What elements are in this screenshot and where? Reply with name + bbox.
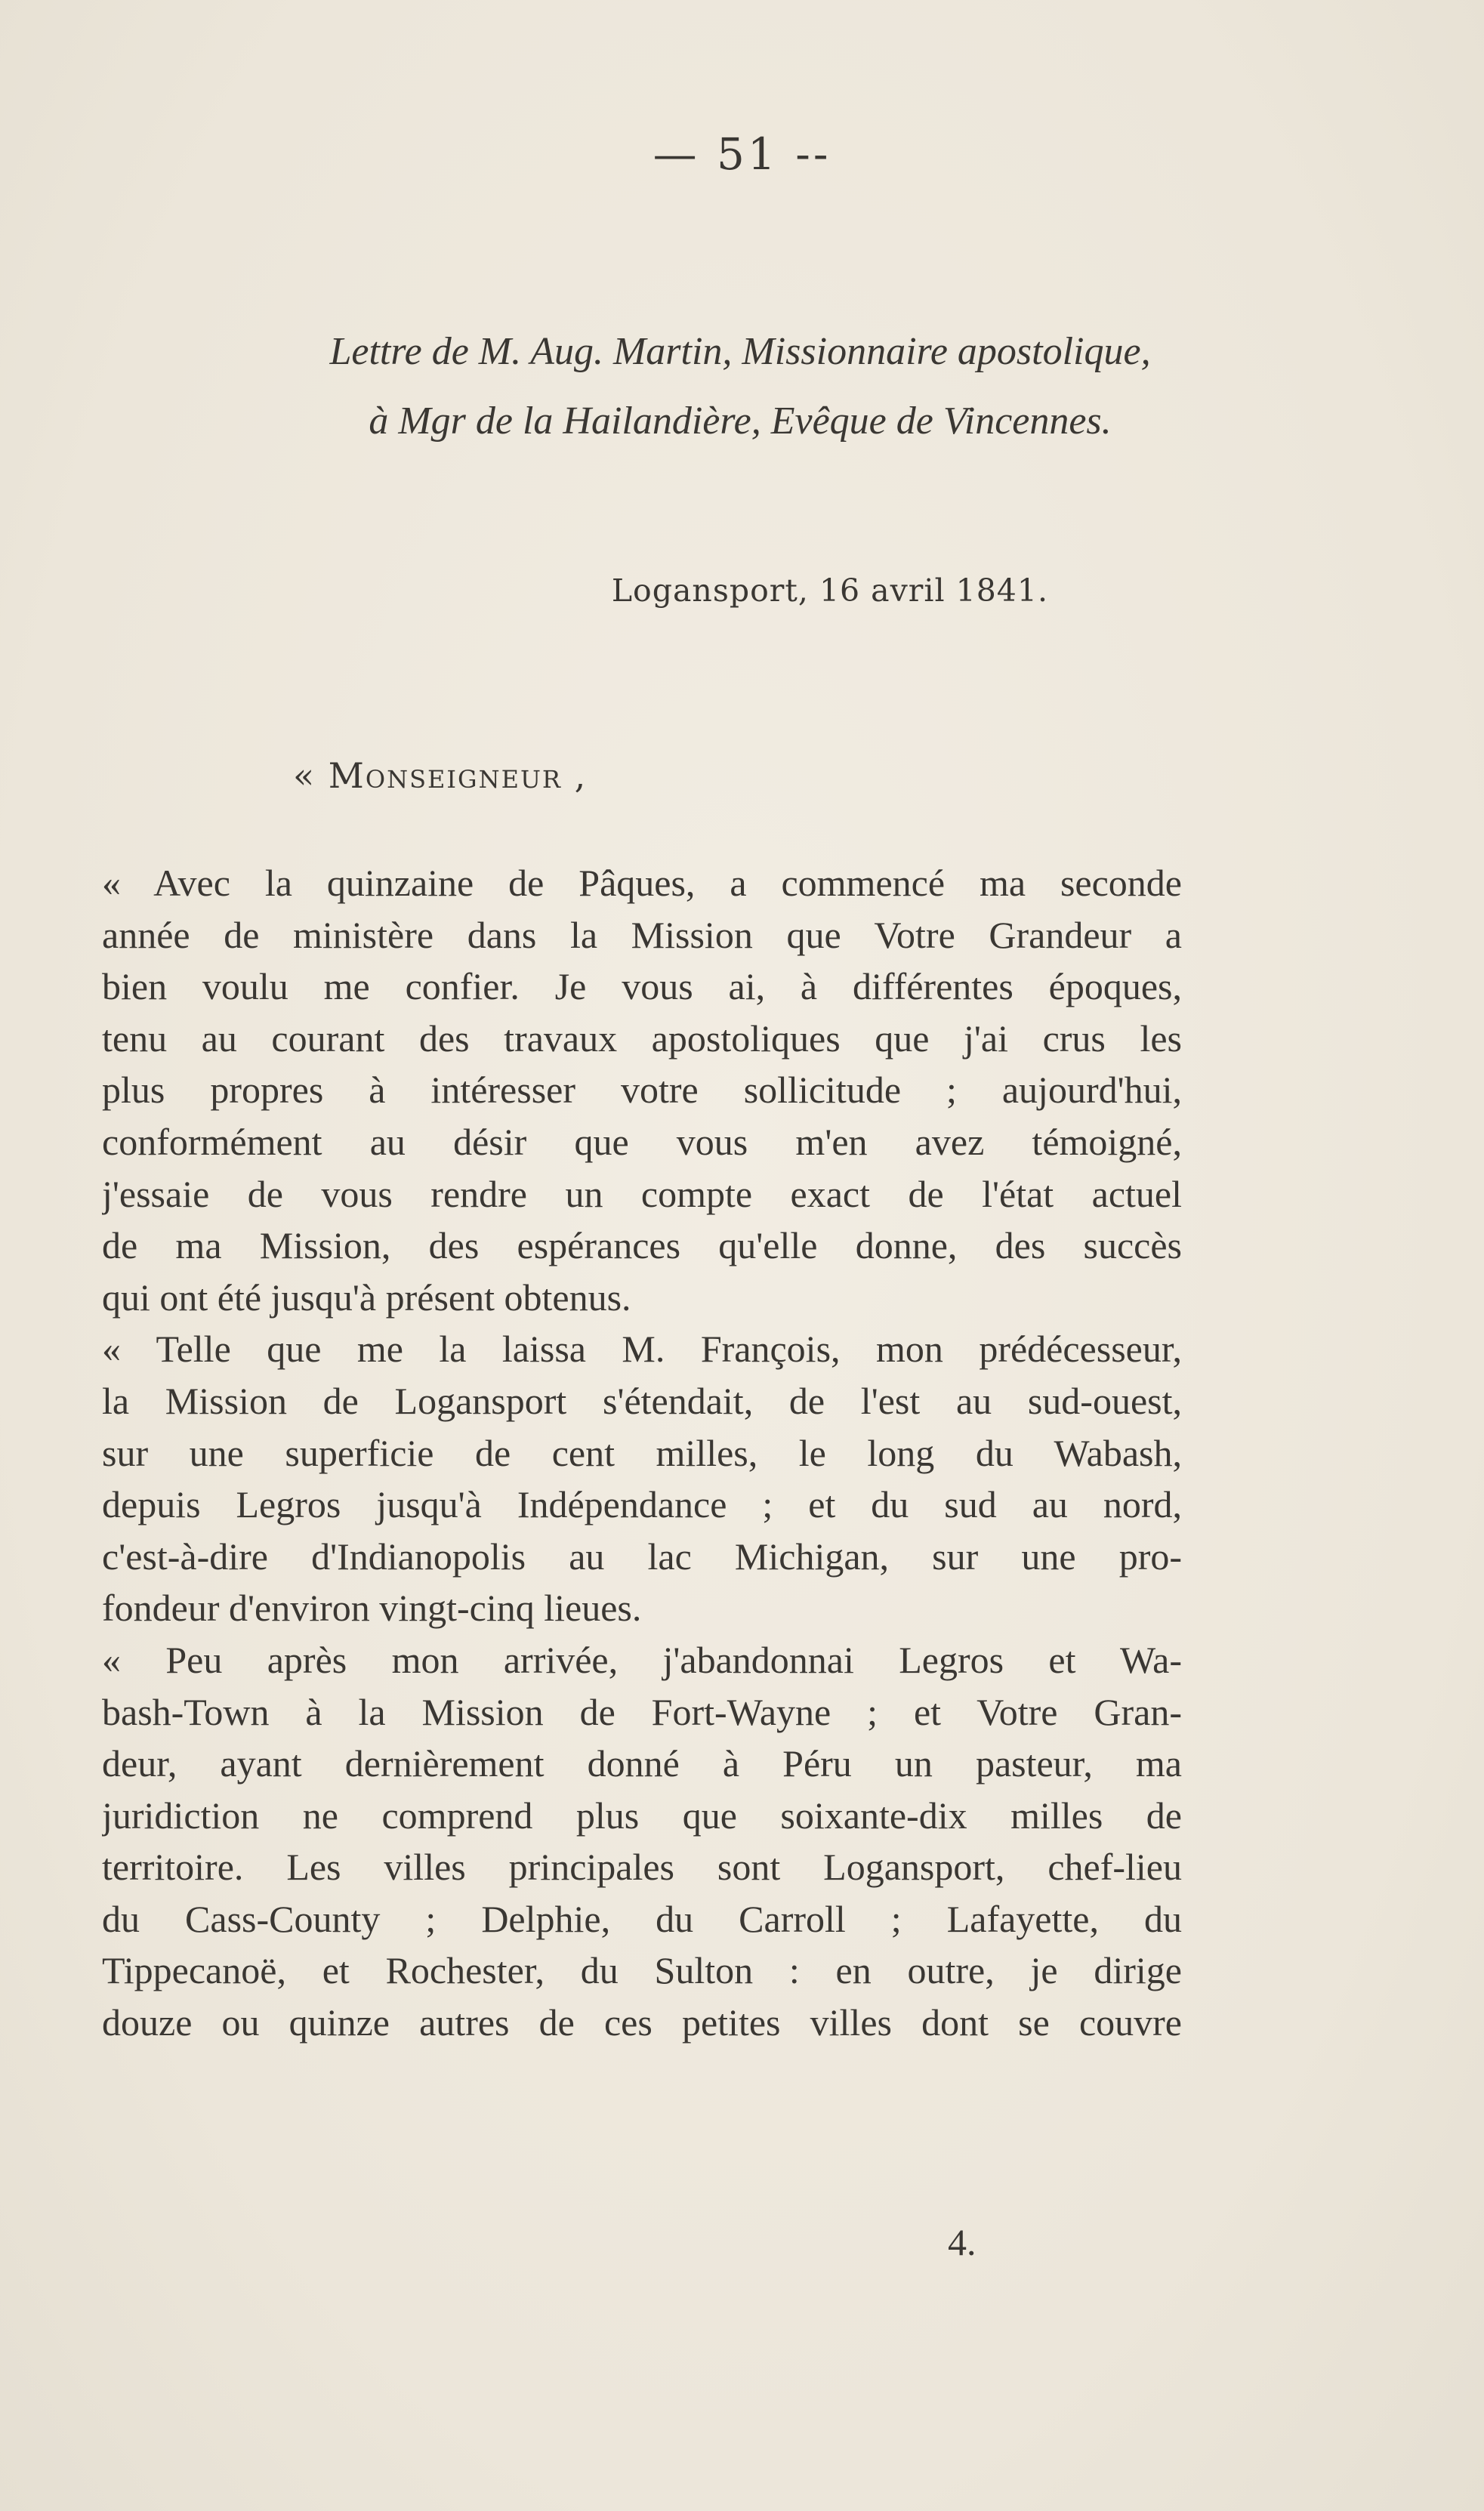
body-line: c'est-à-dire d'Indianopolis au lac Michigan, sur une pro- [102,1535,1182,1578]
dateline: Logansport, 16 avril 1841. [611,572,1048,609]
body-line: tenu au courant des travaux apostoliques que j'ai crus les [102,1016,1182,1060]
body-line: fondeur d'environ vingt-cinq lieues. [102,1587,642,1630]
body-line: depuis Legros jusqu'à Indépendance ; et du sud au nord, [102,1483,1182,1526]
letter-title-line-1: Lettre de M. Aug. Martin, Missionnaire apostolique, [329,330,1151,373]
body-line: sur une superficie de cent milles, le long du Wabash, [102,1431,1182,1474]
page-number: — 51 -- [653,128,831,180]
body-line: bien voulu me confier. Je vous ai, à différentes époques, [102,965,1182,1008]
signature-mark: 4. [948,2221,976,2263]
body-line: deur, ayant dernièrement donné à Péru un pasteur, ma [102,1742,1182,1785]
salutation [293,755,587,796]
body-line: « Peu après mon arrivée, j'abandonnai Legros et Wa- [102,1638,1182,1681]
letter-title [98,317,1382,456]
body-line: conformément au désir que vous m'en avez témoigné, [102,1120,1182,1163]
letter-title-line-2: à Mgr de la Hailandière, Evêque de Vincennes. [369,399,1112,443]
body-line: qui ont été jusqu'à présent obtenus. [102,1276,631,1319]
body-line: douze ou quinze autres de ces petites villes dont se couvre [102,2001,1182,2044]
body-line: du Cass-County ; Delphie, du Carroll ; Lafayette, du [102,1897,1182,1940]
body-line: de ma Mission, des espérances qu'elle donne, des succès [102,1224,1182,1267]
salutation-text: Monseigneur , [328,755,588,796]
body-line: la Mission de Logansport s'étendait, de l'est au sud-ouest, [102,1379,1182,1422]
body-line: plus propres à intéresser votre sollicitude ; aujourd'hui, [102,1069,1182,1112]
body-line: « Telle que me la laissa M. François, mon prédécesseur, [102,1328,1182,1371]
letter-body [102,857,1182,2049]
body-line: Tippecanoë, et Rochester, du Sulton : en outre, je dirige [102,1949,1182,1992]
body-line: « Avec la quinzaine de Pâques, a commencé ma seconde [102,862,1182,904]
body-line: j'essaie de vous rendre un compte exact de l'état actuel [102,1172,1182,1215]
body-line: année de ministère dans la Mission que Votre Grandeur a [102,913,1182,956]
body-line: territoire. Les villes principales sont Logansport, chef-lieu [102,1846,1182,1889]
body-line: juridiction ne comprend plus que soixante-dix milles de [102,1794,1182,1837]
salutation-quote: « [293,755,316,796]
body-line: bash-Town à la Mission de Fort-Wayne ; et Votre Gran- [102,1690,1182,1733]
